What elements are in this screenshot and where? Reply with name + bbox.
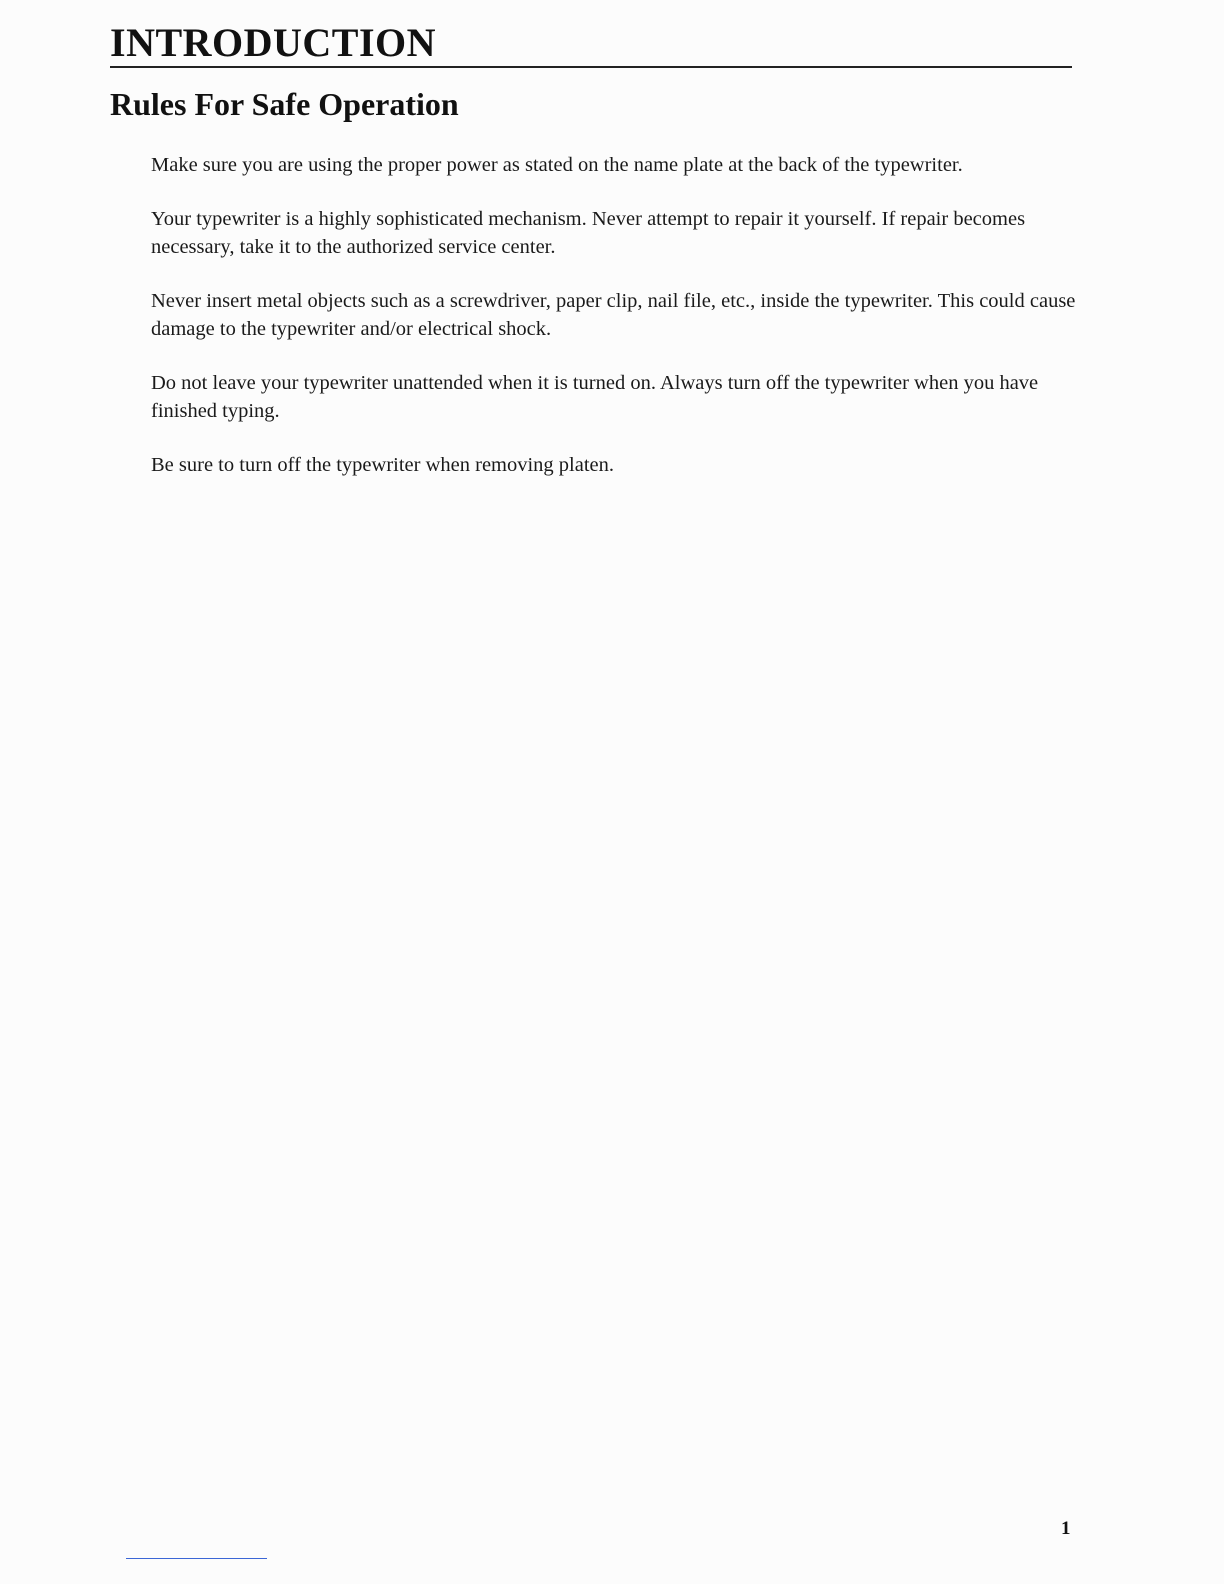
chapter-header bbox=[110, 22, 1072, 68]
safety-rules-list bbox=[151, 151, 1081, 505]
footer-link-underline bbox=[126, 1558, 267, 1559]
chapter-title: INTRODUCTION bbox=[110, 20, 437, 65]
section-title: Rules For Safe Operation bbox=[110, 86, 459, 122]
page-number: 1 bbox=[1061, 1518, 1071, 1539]
safety-rule-power: Make sure you are using the proper power as stated on the name plate at the back of the typewriter. bbox=[151, 154, 963, 176]
safety-rule-metal-objects: Never insert metal objects such as a screwdriver, paper clip, nail file, etc., inside the typewriter. This could cause damage to the typewriter and/or electrical shock. bbox=[151, 290, 1076, 340]
chapter-divider bbox=[110, 66, 1072, 68]
safety-rule-unattended: Do not leave your typewriter unattended when it is turned on. Always turn off the typewriter when you have finished typing. bbox=[151, 372, 1039, 422]
safety-rule-platen: Be sure to turn off the typewriter when removing platen. bbox=[151, 454, 615, 476]
safety-rule-repair: Your typewriter is a highly sophisticated mechanism. Never attempt to repair it yourself. If repair becomes necessary, take it to the authorized service center. bbox=[151, 208, 1026, 258]
